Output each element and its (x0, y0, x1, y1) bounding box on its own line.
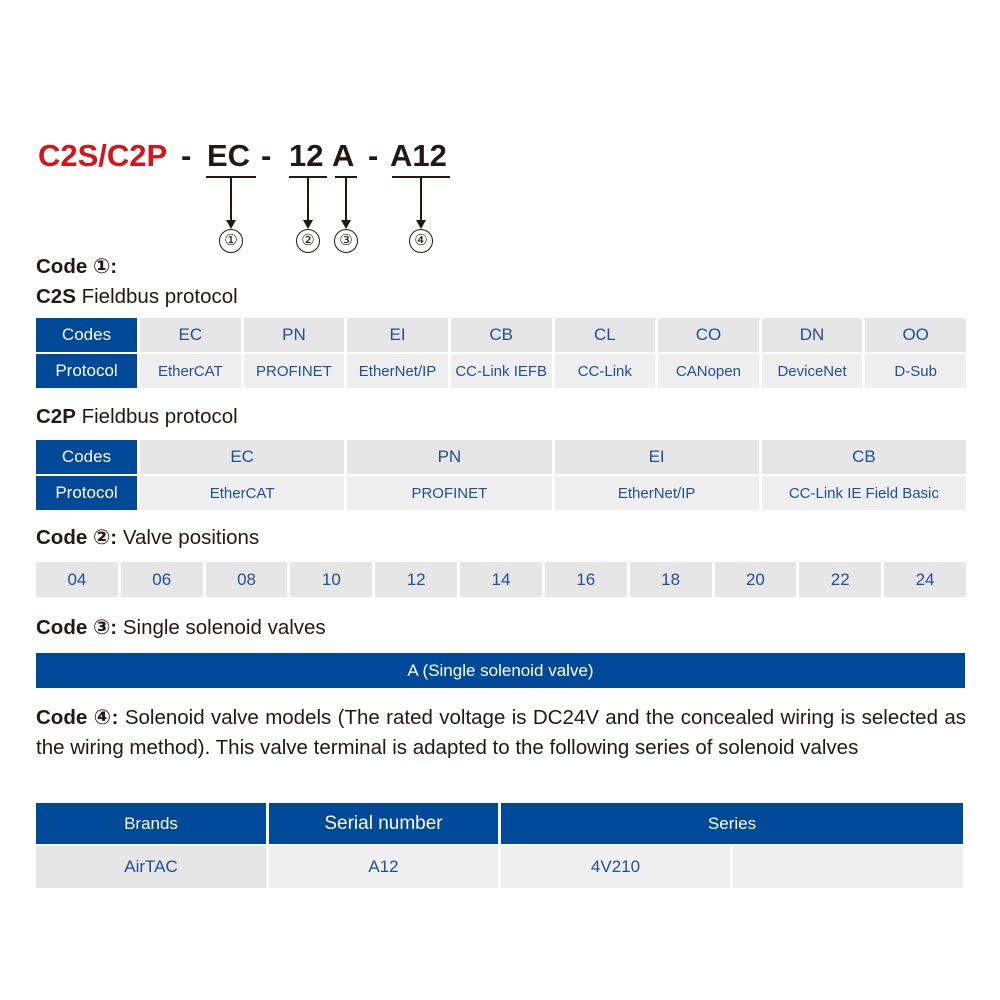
leader-line-3 (345, 177, 347, 222)
leader-line-2 (307, 177, 309, 222)
c2s-protocol-row (36, 354, 966, 388)
c2s-title: C2S Fieldbus protocol (36, 285, 238, 308)
code-cell: CO (658, 318, 759, 352)
position-cell: 10 (290, 562, 372, 597)
code1-title: Code ①: (36, 255, 118, 278)
code4-description: Code ④: Solenoid valve models (The rated voltage is DC24V and the concealed wiring is selected as the wiring method). This valve terminal is adapted to the following series of solenoid valves (36, 706, 966, 759)
protocol-cell: CC-Link (555, 354, 656, 388)
valve-series-table (33, 801, 966, 890)
single-solenoid-bar: A (Single solenoid valve) (36, 653, 965, 688)
table-row (36, 846, 963, 888)
model-separator: - (368, 138, 379, 173)
protocol-label: Protocol (36, 476, 137, 510)
protocol-cell: EtherCAT (140, 354, 241, 388)
model-valve-model-code: A12 (390, 138, 447, 173)
c2s-codes-row (36, 318, 966, 352)
marker-2: ② (296, 229, 320, 253)
protocol-cell: CC-Link IEFB (451, 354, 552, 388)
code-cell: EC (140, 318, 241, 352)
code-cell: CB (762, 440, 966, 474)
serial-number-header: Serial number (269, 803, 498, 844)
valve-positions-row (36, 562, 966, 597)
position-cell: 08 (206, 562, 288, 597)
protocol-cell: D-Sub (865, 354, 966, 388)
c2p-protocol-table (33, 438, 969, 512)
code-cell: OO (865, 318, 966, 352)
code-cell: CB (451, 318, 552, 352)
arrow-icon (303, 220, 313, 229)
protocol-cell: EtherNet/IP (555, 476, 759, 510)
code-cell: EC (140, 440, 344, 474)
code-cell: EI (347, 318, 448, 352)
code-cell: CL (555, 318, 656, 352)
c2p-protocol-row (36, 476, 966, 510)
arrow-icon (341, 220, 351, 229)
model-positions-code: 12 (289, 138, 324, 173)
model-separator: - (261, 138, 272, 173)
code-cell: PN (347, 440, 551, 474)
c2s-protocol-table (33, 316, 969, 390)
series-extra-cell (733, 846, 963, 888)
position-cell: 16 (545, 562, 627, 597)
leader-line-1 (230, 177, 232, 222)
series-cell: 4V210 (501, 846, 730, 888)
position-cell: 14 (460, 562, 542, 597)
protocol-cell: EtherCAT (140, 476, 344, 510)
model-valve-code: A (332, 138, 355, 173)
marker-1: ① (219, 229, 243, 253)
position-cell: 04 (36, 562, 118, 597)
protocol-cell: PROFINET (347, 476, 551, 510)
valve-series-header (36, 803, 963, 844)
position-cell: 24 (884, 562, 966, 597)
serial-cell: A12 (269, 846, 498, 888)
protocol-cell: PROFINET (244, 354, 345, 388)
model-series: C2S/C2P (38, 138, 168, 173)
protocol-cell: EtherNet/IP (347, 354, 448, 388)
position-cell: 06 (121, 562, 203, 597)
series-header: Series (501, 803, 963, 844)
code2-title: Code ②: Valve positions (36, 526, 260, 549)
code-cell: PN (244, 318, 345, 352)
brand-cell: AirTAC (36, 846, 266, 888)
brands-header: Brands (36, 803, 266, 844)
protocol-cell: CC-Link IE Field Basic (762, 476, 966, 510)
codes-label: Codes (36, 440, 137, 474)
protocol-label: Protocol (36, 354, 137, 388)
c2p-title: C2P Fieldbus protocol (36, 405, 238, 428)
protocol-cell: DeviceNet (762, 354, 863, 388)
codes-label: Codes (36, 318, 137, 352)
model-protocol-code: EC (207, 138, 251, 173)
model-separator: - (181, 138, 192, 173)
arrow-icon (226, 220, 236, 229)
position-cell: 22 (799, 562, 881, 597)
marker-4: ④ (409, 229, 433, 253)
code-cell: EI (555, 440, 759, 474)
position-cell: 18 (630, 562, 712, 597)
position-cell: 12 (375, 562, 457, 597)
c2p-codes-row (36, 440, 966, 474)
valve-positions-table (33, 560, 969, 599)
position-cell: 20 (715, 562, 797, 597)
marker-3: ③ (334, 229, 358, 253)
arrow-icon (416, 220, 426, 229)
code-cell: DN (762, 318, 863, 352)
code3-title: Code ③: Single solenoid valves (36, 616, 326, 639)
protocol-cell: CANopen (658, 354, 759, 388)
leader-line-4 (420, 177, 422, 222)
